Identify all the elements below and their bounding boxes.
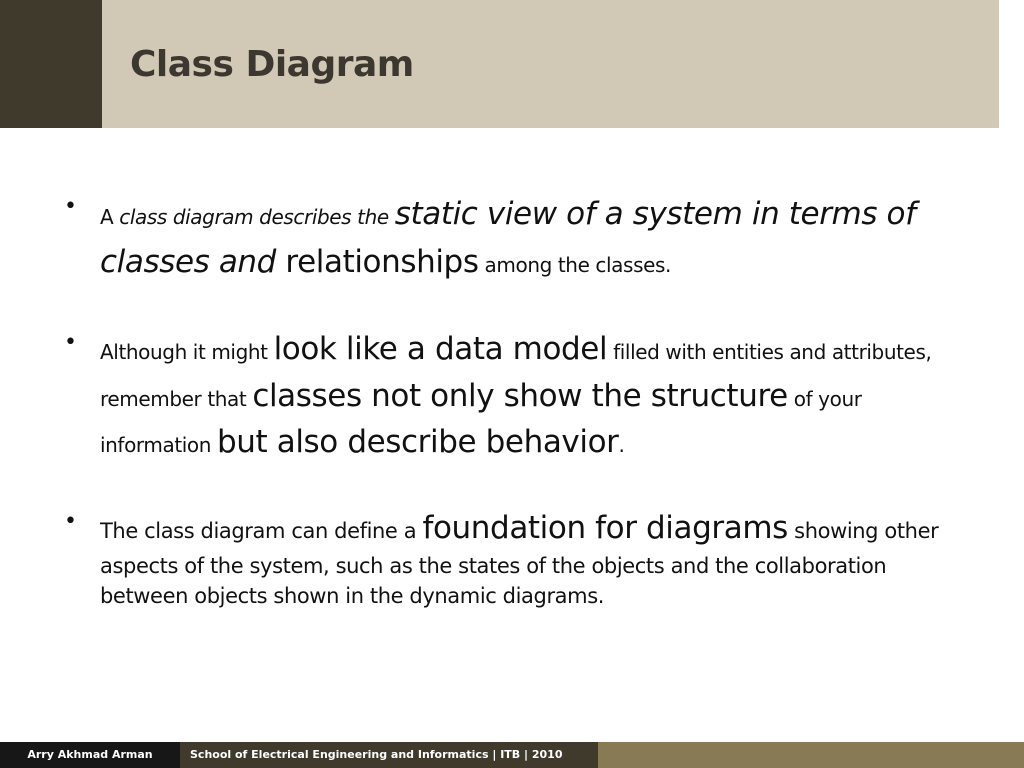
bullet-list: [64, 190, 964, 651]
header-accent-block: [0, 0, 102, 128]
bullet-item-2: [64, 326, 964, 466]
bullet-marker: •: [64, 508, 77, 534]
bullet-2-text-7: .: [618, 433, 625, 458]
bullet-1-text-5: among the classes.: [478, 253, 671, 278]
footer-school: School of Electrical Engineering and Informatics | ITB | 2010: [190, 748, 563, 761]
bullet-marker: •: [64, 330, 77, 356]
bullet-2-text-1: Although it might: [100, 340, 274, 365]
bullet-marker: •: [64, 194, 77, 219]
bullet-2-text-5: of your information: [100, 386, 862, 458]
bullet-2-text-2: look like a data model: [273, 331, 608, 368]
bullet-1-text-1: A: [100, 205, 120, 229]
footer-accent-block: [598, 742, 1024, 768]
bullet-1-text-2: class diagram describes the: [119, 205, 395, 229]
footer-author: Arry Akhmad Arman: [27, 748, 153, 761]
bullet-2-text-6: but also describe behavior: [217, 424, 619, 461]
bullet-2-text-3: filled with entities and attributes, remember that: [100, 340, 932, 411]
bullet-item-1: [64, 190, 964, 286]
bullet-3-text-3: showing other aspects of the system, such as the states of the objects and the collaboration between objects shown in the dynamic diagrams.: [100, 518, 939, 608]
slide-title: Class Diagram: [130, 44, 414, 85]
bullet-3-text-2: foundation for diagrams: [422, 509, 788, 546]
bullet-1-text-3: static view of a system in terms of classes and: [100, 196, 916, 281]
bullet-3-text-1: The class diagram can define a: [100, 518, 423, 543]
bullet-item-3: [64, 506, 964, 612]
bullet-1-text-4: relationships: [285, 244, 479, 281]
bullet-2-text-4: classes not only show the structure: [252, 377, 788, 414]
